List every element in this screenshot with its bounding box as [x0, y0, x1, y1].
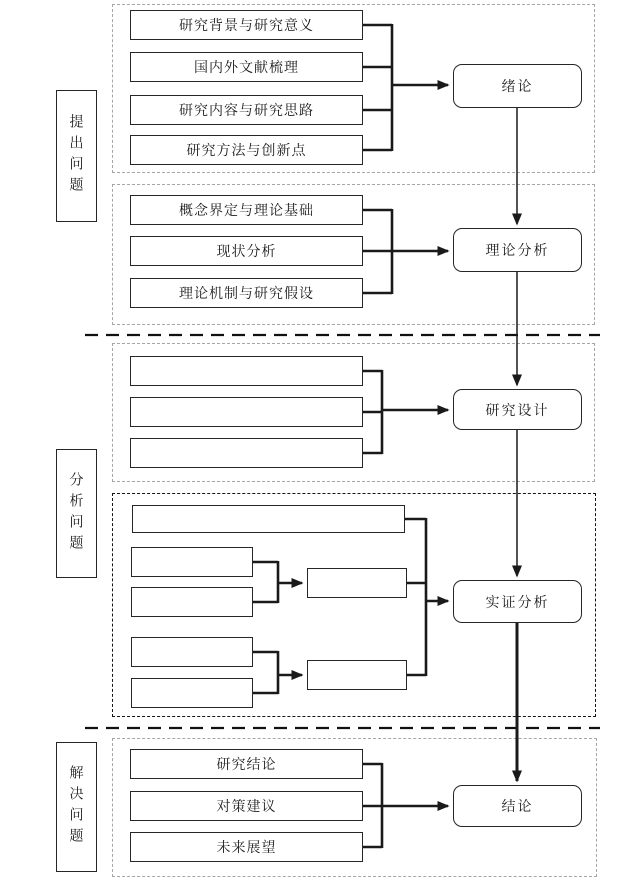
box-design-item-3 — [130, 438, 363, 468]
node-conclusion: 结论 — [453, 785, 582, 827]
side-label-analyze-questions: 分析问题 — [56, 449, 97, 578]
box-content-approach: 研究内容与研究思路 — [130, 95, 363, 125]
box-policy-suggestions: 对策建议 — [130, 791, 363, 821]
node-research-design: 研究设计 — [453, 389, 582, 430]
box-empirical-group2-b — [131, 678, 253, 708]
box-empirical-wide — [132, 505, 405, 533]
side-label-solve-questions: 解决问题 — [56, 742, 97, 872]
box-empirical-mid-1 — [307, 568, 407, 598]
box-empirical-mid-2 — [307, 660, 407, 690]
box-empirical-group1-a — [131, 547, 253, 577]
side-label-raise-questions: 提出问题 — [56, 90, 97, 222]
node-introduction: 绪论 — [453, 64, 582, 108]
box-methods-innovations: 研究方法与创新点 — [130, 135, 363, 165]
box-empirical-group2-a — [131, 637, 253, 667]
box-concepts-theory: 概念界定与理论基础 — [130, 195, 363, 225]
node-empirical-analysis: 实证分析 — [453, 580, 582, 623]
box-empirical-group1-b — [131, 587, 253, 617]
box-future-outlook: 未来展望 — [130, 832, 363, 862]
node-theory-analysis: 理论分析 — [453, 228, 582, 272]
box-research-conclusions: 研究结论 — [130, 749, 363, 779]
box-research-background: 研究背景与研究意义 — [130, 10, 363, 40]
box-status-analysis: 现状分析 — [130, 236, 363, 266]
box-design-item-1 — [130, 356, 363, 386]
box-literature-review: 国内外文献梳理 — [130, 52, 363, 82]
box-mechanism-hypothesis: 理论机制与研究假设 — [130, 278, 363, 308]
box-design-item-2 — [130, 397, 363, 427]
